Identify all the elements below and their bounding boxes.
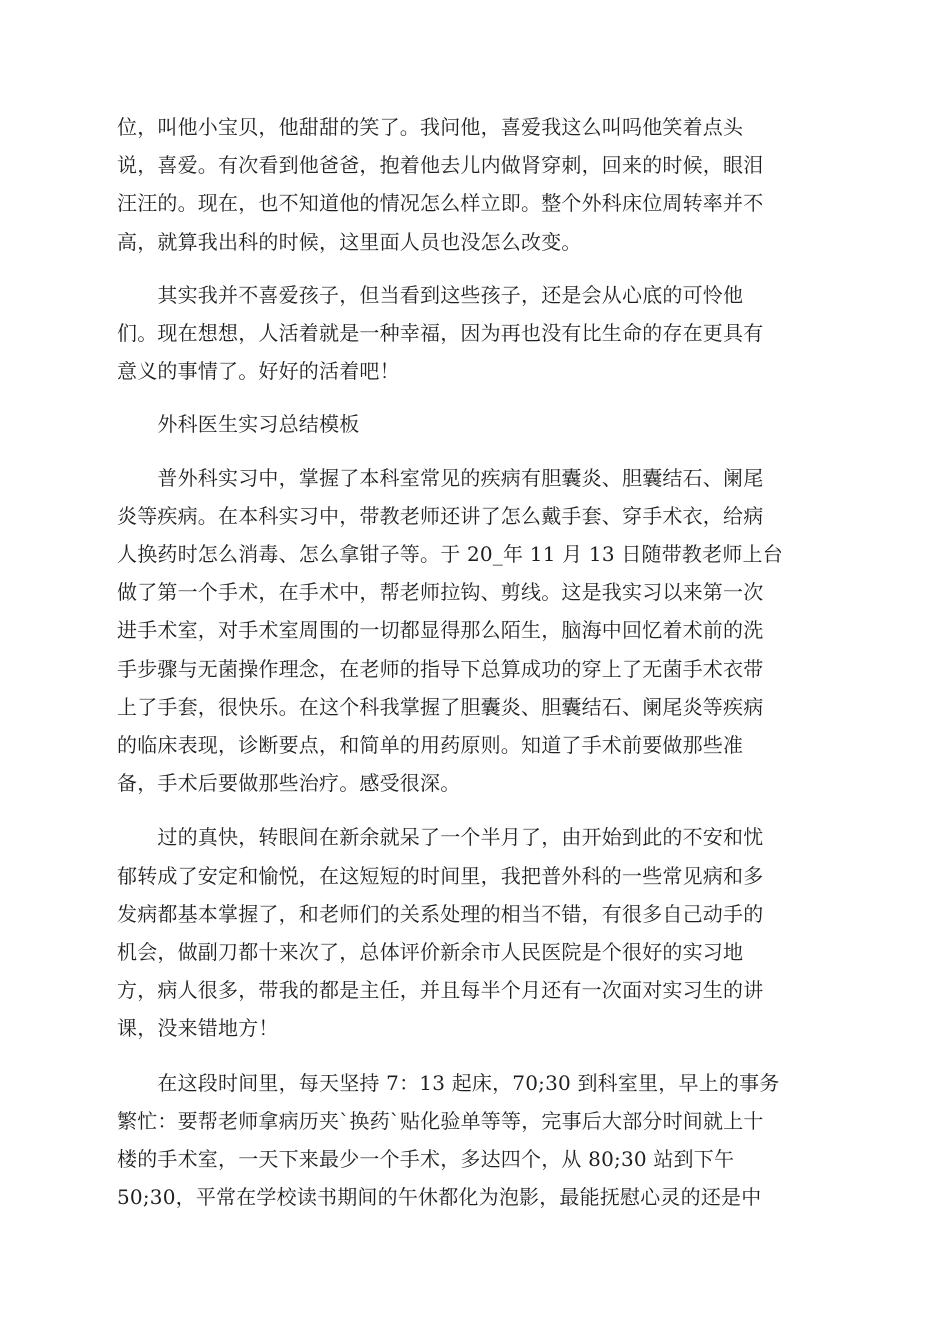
text-line: 位，叫他小宝贝，他甜甜的笑了。我问他，喜爱我这么叫吗他笑着点头 xyxy=(117,115,744,139)
text-line: 炎等疾病。在本科实习中，带教老师还讲了怎么戴手套、穿手术衣，给病 xyxy=(117,503,764,528)
section-heading xyxy=(117,405,830,443)
text-line: 备，手术后要做那些治疗。感受很深。 xyxy=(117,771,461,796)
text-line: 课，没来错地方！ xyxy=(117,1016,279,1041)
text-line: 普外科实习中，掌握了本科室常见的疾病有胆囊炎、胆囊结石、阑尾 xyxy=(117,465,764,490)
paragraph-3 xyxy=(117,459,830,803)
text-line: 手步骤与无菌操作理念，在老师的指导下总算成功的穿上了无菌手术衣带 xyxy=(117,656,764,681)
paragraph-spacer xyxy=(117,1048,830,1064)
text-line: 机会，做副刀都十来次了，总体评价新余市人民医院是个很好的实习地 xyxy=(117,940,744,965)
text-line: 楼的手术室，一天下来最少一个手术，多达四个，从 80;30 站到下午 xyxy=(117,1147,735,1172)
text-line: 的临床表现，诊断要点，和简单的用药原则。知道了手术前要做那些准 xyxy=(117,733,744,758)
text-line: 们。现在想想，人活着就是一种幸福，因为再也没有比生命的存在更具有 xyxy=(117,321,764,346)
text-line: 上了手套，很快乐。在这个科我掌握了胆囊炎、胆囊结石、阑尾炎等疾病 xyxy=(117,694,764,719)
text-line: 高，就算我出科的时候，这里面人员也没怎么改变。 xyxy=(117,229,582,254)
paragraph-5 xyxy=(117,1064,830,1217)
text-line: 意义的事情了。好好的活着吧！ xyxy=(117,359,400,384)
text-line: 方，病人很多，带我的都是主任，并且每半个月还有一次面对实习生的讲 xyxy=(117,978,764,1003)
text-line: 做了第一个手术，在手术中，帮老师拉钩、剪线。这是我实习以来第一次 xyxy=(117,580,764,605)
text-line: 郁转成了安定和愉悦，在这短短的时间里，我把普外科的一些常见病和多 xyxy=(117,863,764,888)
text-line: 繁忙：要帮老师拿病历夹`换药`贴化验单等等，完事后大部分时间就上十 xyxy=(117,1108,764,1133)
paragraph-4 xyxy=(117,818,830,1047)
heading-line: 外科医生实习总结模板 xyxy=(117,412,360,437)
text-line: 说，喜爱。有次看到他爸爸，抱着他去儿内做肾穿刺，回来的时候，眼泪 xyxy=(117,153,764,178)
text-line: 过的真快，转眼间在新余就呆了一个半月了，由开始到此的不安和忧 xyxy=(117,825,764,850)
text-line: 发病都基本掌握了，和老师们的关系处理的相当不错，有很多自己动手的 xyxy=(117,901,764,926)
paragraph-spacer xyxy=(117,261,830,276)
paragraph-1 xyxy=(117,108,830,261)
paragraph-spacer xyxy=(117,802,830,818)
paragraph-spacer xyxy=(117,444,830,459)
text-line: 在这段时间里，每天坚持 7：13 起床，70;30 到科室里，早上的事务 xyxy=(117,1070,780,1095)
paragraph-2 xyxy=(117,276,830,391)
text-line: 50;30，平常在学校读书期间的午休都化为泡影，最能抚慰心灵的还是中 xyxy=(117,1185,762,1210)
text-line: 汪汪的。现在，也不知道他的情况怎么样立即。整个外科床位周转率并不 xyxy=(117,191,764,216)
text-line: 进手术室，对手术室周围的一切都显得那么陌生，脑海中回忆着术前的洗 xyxy=(117,618,764,643)
paragraph-spacer xyxy=(117,390,830,405)
text-line: 其实我并不喜爱孩子，但当看到这些孩子，还是会从心底的可怜他 xyxy=(117,282,744,307)
text-line: 人换药时怎么消毒、怎么拿钳子等。于 20_年 11 月 13 日随带教老师上台 xyxy=(117,542,783,567)
